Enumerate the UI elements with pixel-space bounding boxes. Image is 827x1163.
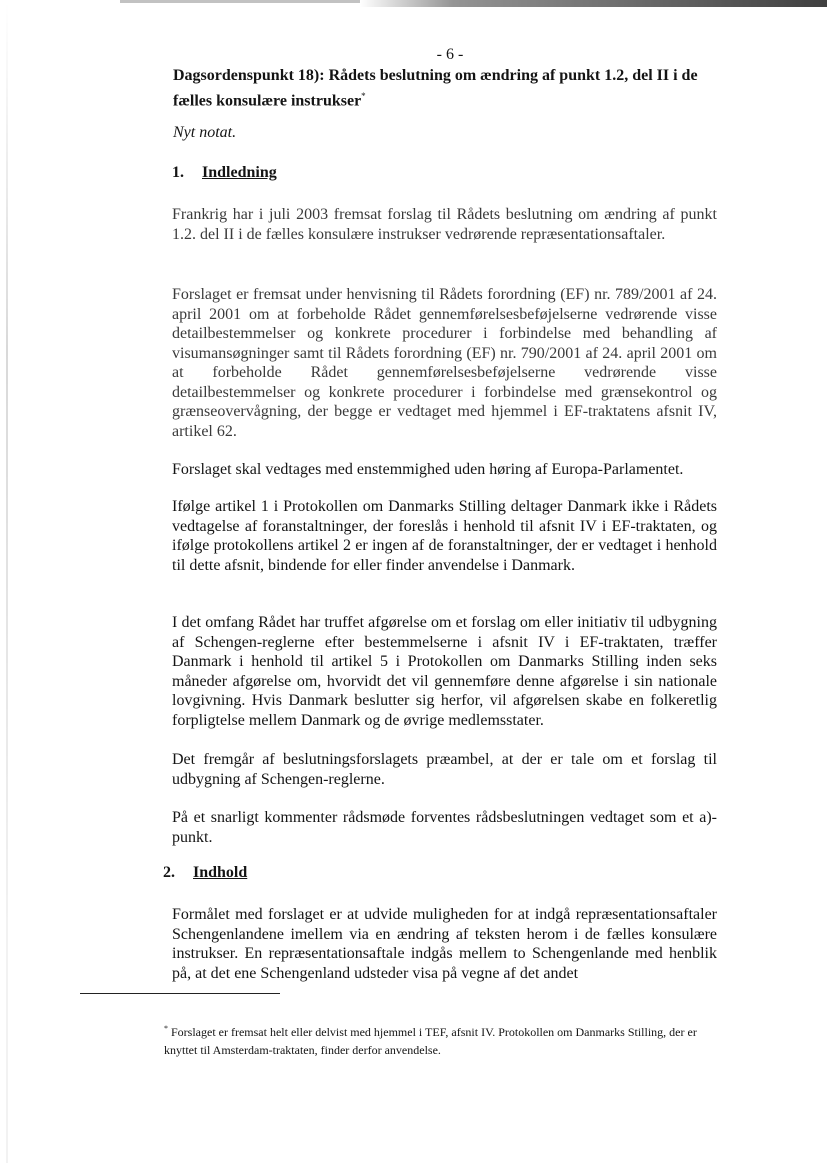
footnote-marker: * (164, 1024, 168, 1033)
paragraph: Frankrig har i juli 2003 fremsat forslag til Rådets beslutning om ændring af punkt 1.2. del II i de fælles konsulære instrukser vedrørende repræsentationsaftaler. (172, 206, 717, 243)
agenda-title-text: Dagsordenspunkt 18): Rådets beslutning om ændring af punkt 1.2, del II i de fælles konsulære instrukser (173, 67, 698, 110)
scan-edge-artifact (6, 0, 8, 1163)
footnote-text: Forslaget er fremsat helt eller delvist med hjemmel i TEF, afsnit IV. Protokollen om Danmarks Stilling, der er knyttet til Amsterdam-traktaten, finder derfor anvendelse. (164, 1025, 697, 1057)
footnote-divider (80, 993, 280, 994)
document-subtitle: Nyt notat. (173, 124, 237, 141)
page-number: - 6 - (436, 46, 464, 63)
paragraph: Forslaget skal vedtages med enstemmighed uden høring af Europa-Parlamentet. (172, 461, 684, 478)
section-number: 2. (163, 864, 175, 881)
paragraph: Forslaget er fremsat under henvisning til Rådets forordning (EF) nr. 789/2001 af 24. april 2001 om at forbeholde Rådet gennemførelsesbeføjelserne vedrørende visse detailbestemmelser og konkrete procedurer i forbindelse med behandling af visumansøgninger samt til Rådets forordning (EF) nr. 790/2001 af 24. april 2001 om at forbeholde Rådet gennemførelsesbeføjelserne vedrørende visse detailbestemmelser og konkrete procedurer i forbindelse med grænsekontrol og grænseovervågning, der begge er vedtaget med hjemmel i EF-traktatens afsnit IV, artikel 62. (172, 286, 717, 440)
section-heading-introduction (172, 164, 277, 182)
section-heading-content (163, 864, 247, 882)
agenda-title (173, 66, 733, 111)
paragraph: I det omfang Rådet har truffet afgørelse om et forslag om eller initiativ til udbygning af Schengen-reglerne efter bestemmelserne i afsnit IV i EF-traktaten, træffer Danmark i henhold til artikel 5 i Protokollen om Danmarks Stilling inden seks måneder afgørelse om, hvorvidt det vil gennemføre denne afgørelse i sin nationale lovgivning. Hvis Danmark beslutter sig herfor, vil afgørelsen skabe en folkeretlig forpligtelse mellem Danmark og de øvrige medlemsstater. (172, 614, 717, 729)
paragraph: På et snarligt kommenter rådsmøde forventes rådsbeslutningen vedtaget som et a)-punkt. (172, 809, 717, 846)
section-number: 1. (172, 164, 184, 181)
paragraph: Ifølge artikel 1 i Protokollen om Danmarks Stilling deltager Danmark ikke i Rådets vedtagelse af foranstaltninger, der foreslås i henhold til afsnit IV i EF-traktaten, og ifølge protokollens artikel 2 er ingen af de foranstaltninger, der er vedtaget i henhold til dette afsnit, bindende for eller finder anvendelse i Danmark. (172, 498, 717, 574)
scan-edge-artifact (360, 0, 827, 7)
paragraph: Det fremgår af beslutningsforslagets præambel, at der er tale om et forslag til udbygning af Schengen-reglerne. (172, 751, 717, 788)
section-title: Indhold (193, 864, 248, 881)
paragraph: Formålet med forslaget er at udvide muligheden for at indgå repræsentationsaftaler Schengenlandene imellem via en ændring af teksten herom i de fælles konsulære instrukser. En repræsentationsaftale indgås mellem to Schengenlande med henblik på, at det ene Schengenland udsteder visa på vegne af det andet (172, 906, 717, 982)
footnote (164, 1020, 719, 1059)
section-title: Indledning (202, 164, 277, 181)
scan-edge-artifact (120, 0, 360, 3)
footnote-marker: * (361, 91, 366, 101)
